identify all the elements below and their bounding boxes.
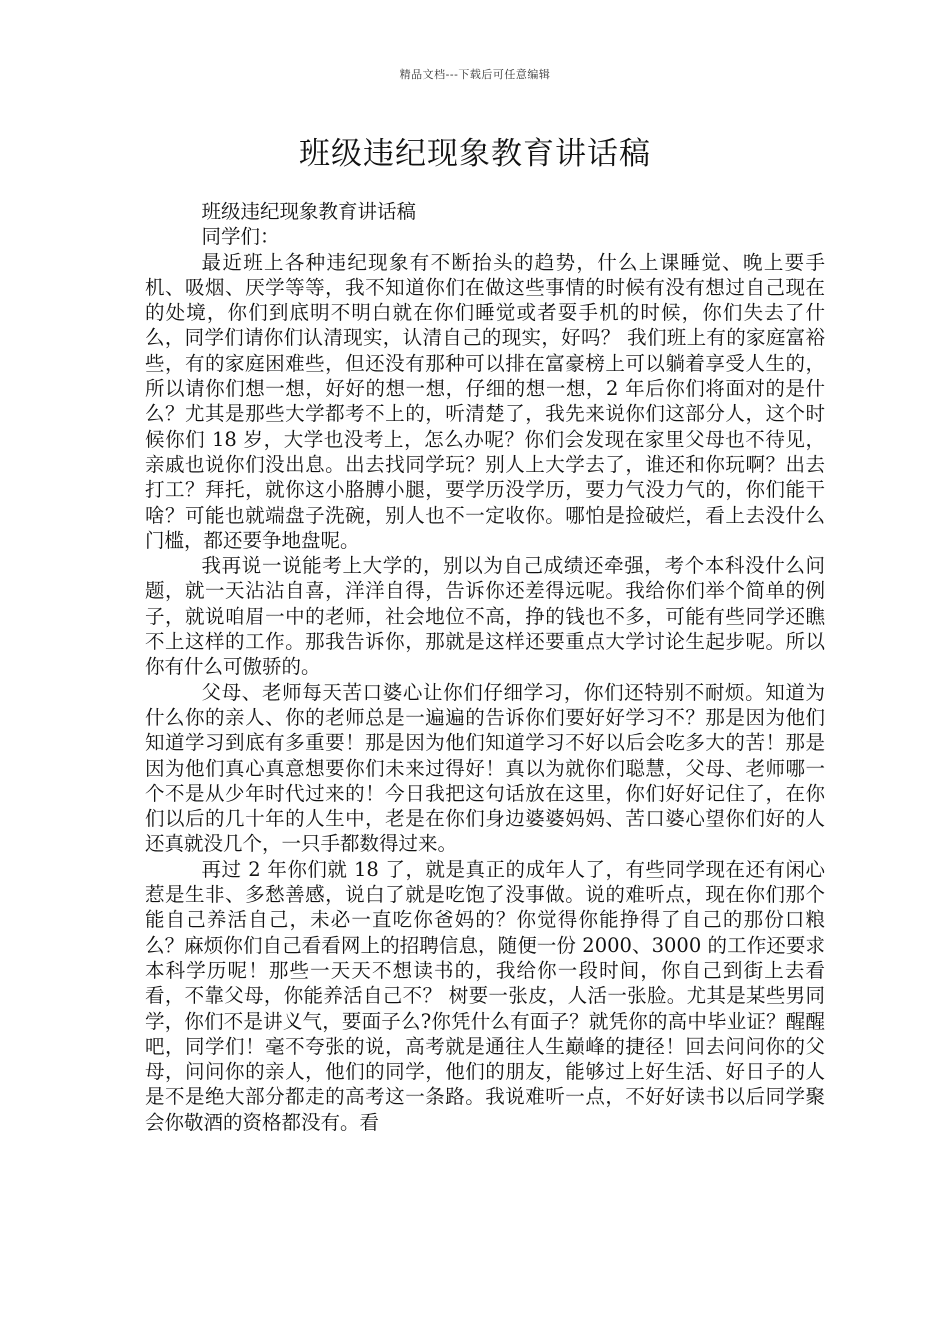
body-paragraph: 父母、老师每天苦口婆心让你们仔细学习，你们还特别不耐烦。知道为什么你的亲人、你的老师总是一遍遍的告诉你们要好好学习不？那是因为他们知道学习到底有多重要！那是因为他们知道学习不好以后会吃多大的苦！那是因为他们真心真意想要你们未来过得好！真以为就你们聪慧，父母、老师哪一个不是从少年时代过来的！今日我把这句话放在这里，你们好好记住了，在你们以后的几十年的人生中，老是在你们身边婆婆妈妈、苦口婆心望你们好的人还真就没几个，一只手都数得过来。 bbox=[145, 680, 825, 856]
body-paragraph: 我再说一说能考上大学的，别以为自己成绩还牵强，考个本科没什么问题，就一天沾沾自喜，洋洋自得，告诉你还差得远呢。我给你们举个简单的例子，就说咱眉一中的老师，社会地位不高，挣的钱也不多，可能有些同学还瞧不上这样的工作。那我告诉你，那就是这样还要重点大学讨论生起步呢。所以你有什么可傲骄的。 bbox=[145, 554, 825, 679]
body-paragraph-salutation: 同学们： bbox=[201, 225, 280, 249]
body-paragraph-subtitle: 班级违纪现象教育讲话稿 bbox=[201, 200, 417, 223]
body-paragraph: 最近班上各种违纪现象有不断抬头的趋势，什么上课睡觉、晚上要手机、吸烟、厌学等等，我不知道你们在做这些事情的时候有没有想过自己现在的处境，你们到底明不明白就在你们睡觉或者耍手机的时候，你们失去了什么，同学们请你们认清现实，认清自己的现实，好吗？ 我们班上有的家庭富裕些，有的家庭困难些，但还没有那种可以排在富豪榜上可以躺着享受人生的，所以请你们想一想，好好的想一想，仔细的想一想，2 年后你们将面对的是什么？尤其是那些大学都考不上的，听清楚了，我先来说你们这部分人，这个时候你们 18 岁，大学也没考上，怎么办呢？你们会发现在家里父母也不待见，亲戚也说你们没出息。出去找同学玩？别人上大学去了，谁还和你玩啊？出去打工？拜托，就你这小胳膊小腿，要学历没学历，要力气没力气的，你们能干啥？可能也就端盘子洗碗，别人也不一定收你。哪怕是捡破烂，看上去没什么门槛，都还要争地盘呢。 bbox=[145, 250, 825, 552]
page-header-note: 精品文档---下载后可任意编辑 bbox=[399, 68, 551, 81]
document-title: 班级违纪现象教育讲话稿 bbox=[299, 136, 651, 172]
document-body bbox=[145, 199, 825, 1135]
body-paragraph: 再过 2 年你们就 18 了，就是真正的成年人了，有些同学现在还有闲心惹是生非、多愁善感，说白了就是吃饱了没事做。说的难听点，现在你们那个能自己养活自己，未必一直吃你爸妈的？你觉得你能挣得了自己的那份口粮么？麻烦你们自己看看网上的招聘信息，随便一份 2000、3000 的工作还要求本科学历呢！那些一天天不想读书的，我给你一段时间，你自己到街上去看看，不靠父母，你能养活自己不？ 树要一张皮，人活一张脸。尤其是某些男同学，你们不是讲义气，要面子么?你凭什么有面子？就凭你的高中毕业证？醒醒吧，同学们！毫不夸张的说，高考就是通往人生巅峰的捷径！回去问问你的父母，问问你的亲人，他们的同学，他们的朋友，能够过上好生活、好日子的人是不是绝大部分都走的高考这一条路。我说难听一点，不好好读书以后同学聚会你敬酒的资格都没有。看 bbox=[145, 857, 825, 1134]
